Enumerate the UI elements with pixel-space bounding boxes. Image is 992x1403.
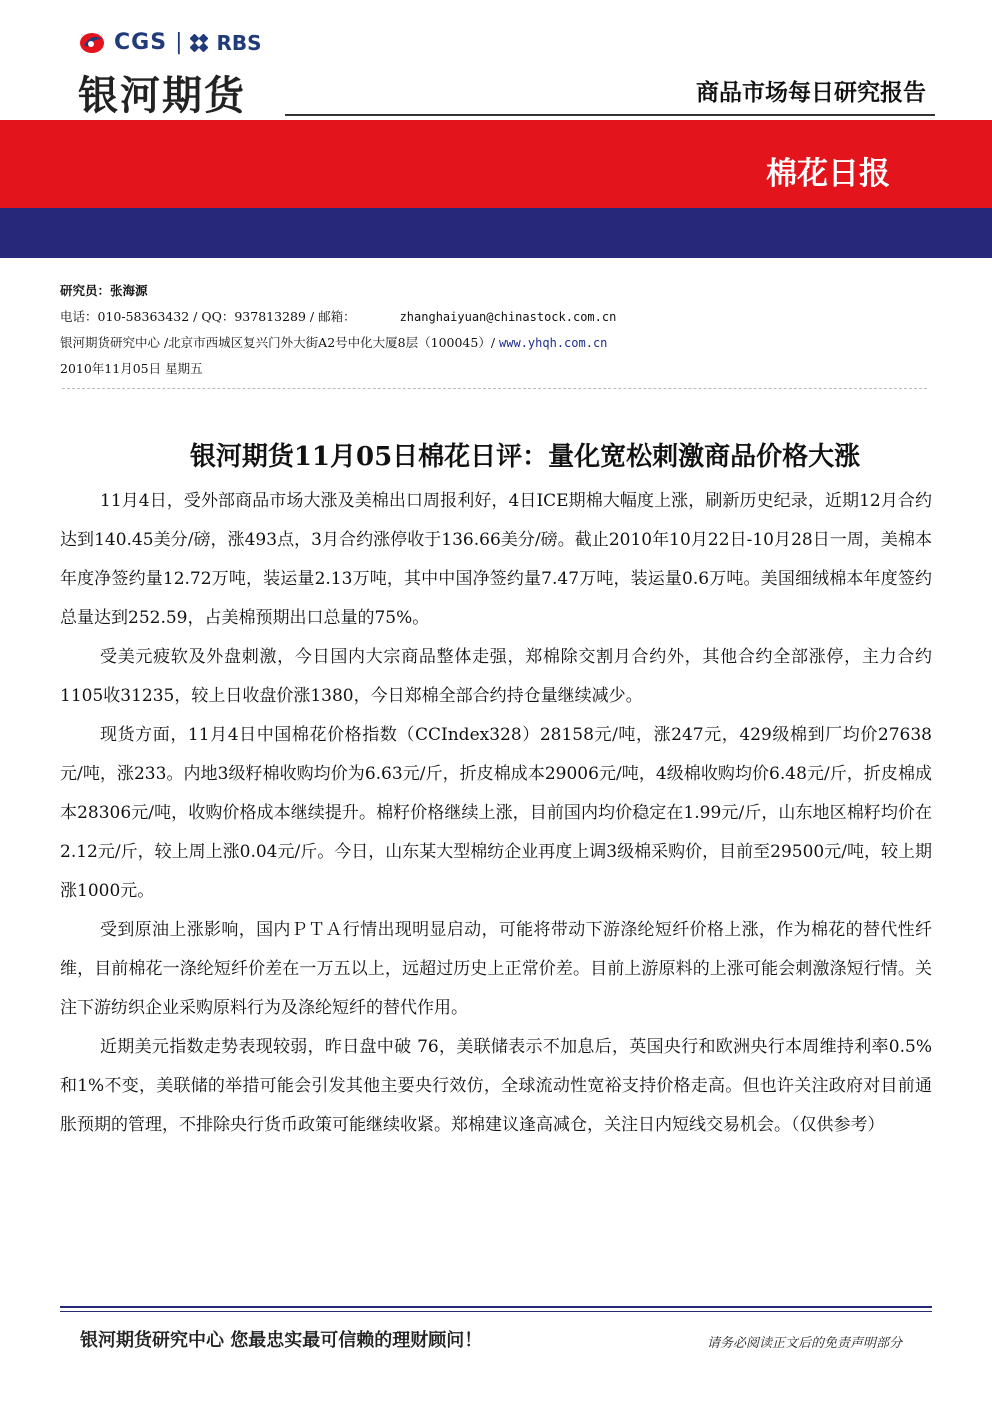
paragraph: 现货方面，11月4日中国棉花价格指数（CCIndex328）28158元/吨，涨247元，429级棉到厂均价27638元/吨，涨233。内地3级籽棉收购均价为6.63元/斤，折皮棉成本29006元/吨，4级棉收购均价6.48元/斤，折皮棉成本28306元/吨，收购价格成本继续提升。棉籽价格继续上涨，目前国内均价稳定在1.99元/斤，山东地区棉籽均价在2.12元/斤，较上周上涨0.04元/斤。今日，山东某大型棉纺企业再度上调3级棉采购价，目前至29500元/吨，较上期涨1000元。 xyxy=(60,725,932,901)
email-link[interactable]: zhanghaiyuan@chinastock.com.cn xyxy=(399,310,617,324)
brand-chinese-name: 银河期货 xyxy=(78,73,246,119)
researcher-name: 研究员：张海源 xyxy=(60,283,148,298)
footer-disclaimer: 请务必阅读正文后的免责声明部分 xyxy=(706,1336,902,1351)
paragraph: 受到原油上涨影响，国内ＰＴＡ行情出现明显启动，可能将带动下游涤纶短纤价格上涨，作为棉花的替代性纤维，目前棉花一涤纶短纤价差在一万五以上，远超过历史上正常价差。目前上游原料的上涨可能会刺激涤短行情。关注下游纺织企业采购原料行为及涤纶短纤的替代作用。 xyxy=(60,920,932,1018)
author-info xyxy=(60,278,616,382)
footer-slogan: 银河期货研究中心 您最忠实最可信赖的理财顾问！ xyxy=(80,1330,483,1351)
address-line xyxy=(60,330,616,356)
footer-divider-thin xyxy=(60,1311,932,1312)
article-title: 银河期货11月05日棉花日评：量化宽松刺激商品价格大涨 xyxy=(189,442,861,472)
report-header xyxy=(0,0,992,120)
header-divider xyxy=(285,114,935,116)
website-link[interactable]: www.yhqh.com.cn xyxy=(499,336,608,350)
paragraph: 近期美元指数走势表现较弱，昨日盘中破 76，美联储表示不加息后，英国央行和欧洲央行本周维持利率0.5%和1%不变，美联储的举措可能会引发其他主要央行效仿，全球流动性宽裕支持价格走高。但也许关注政府对目前通胀预期的管理，不排除央行货币政策可能继续收紧。郑棉建议逢高减仓，关注日内短线交易机会。（仅供参考） xyxy=(60,1037,932,1135)
report-type-title: 商品市场每日研究报告 xyxy=(696,80,926,106)
brand-separator: | xyxy=(175,30,183,55)
meta-divider xyxy=(62,388,927,389)
article-body xyxy=(60,482,932,1145)
brand-english-name: CGS xyxy=(114,30,168,55)
company-logo xyxy=(78,30,262,55)
contact-line xyxy=(60,304,616,330)
rbs-daisy-icon xyxy=(190,34,208,52)
banner-title: 棉花日报 xyxy=(766,156,890,192)
footer-divider xyxy=(60,1306,932,1308)
contact-phone-qq: 电话：010-58363432 / QQ：937813289 / 邮箱： xyxy=(60,309,356,324)
address-text: 银河期货研究中心 /北京市西城区复兴门外大街A2号中化大厦8层（100045）/ xyxy=(60,335,500,350)
paragraph: 11月4日，受外部商品市场大涨及美棉出口周报利好，4日ICE期棉大幅度上涨，刷新历史纪录，近期12月合约达到140.45美分/磅，涨493点，3月合约涨停收于136.66美分/磅。截止2010年10月22日-10月28日一周，美棉本年度净签约量12.72万吨，装运量2.13万吨，其中中国净签约量7.47万吨，装运量0.6万吨。美国细绒棉本年度签约总量达到252.59，占美棉预期出口总量的75%。 xyxy=(60,491,932,628)
partner-name: RBS xyxy=(216,30,262,55)
title-banner-blue xyxy=(0,208,992,258)
report-date: 2010年11月05日 星期五 xyxy=(60,361,203,376)
paragraph: 受美元疲软及外盘刺激，今日国内大宗商品整体走强，郑棉除交割月合约外，其他合约全部涨停，主力合约1105收31235，较上日收盘价涨1380，今日郑棉全部合约持仓量继续减少。 xyxy=(60,647,932,706)
cgs-swirl-icon xyxy=(78,31,106,55)
